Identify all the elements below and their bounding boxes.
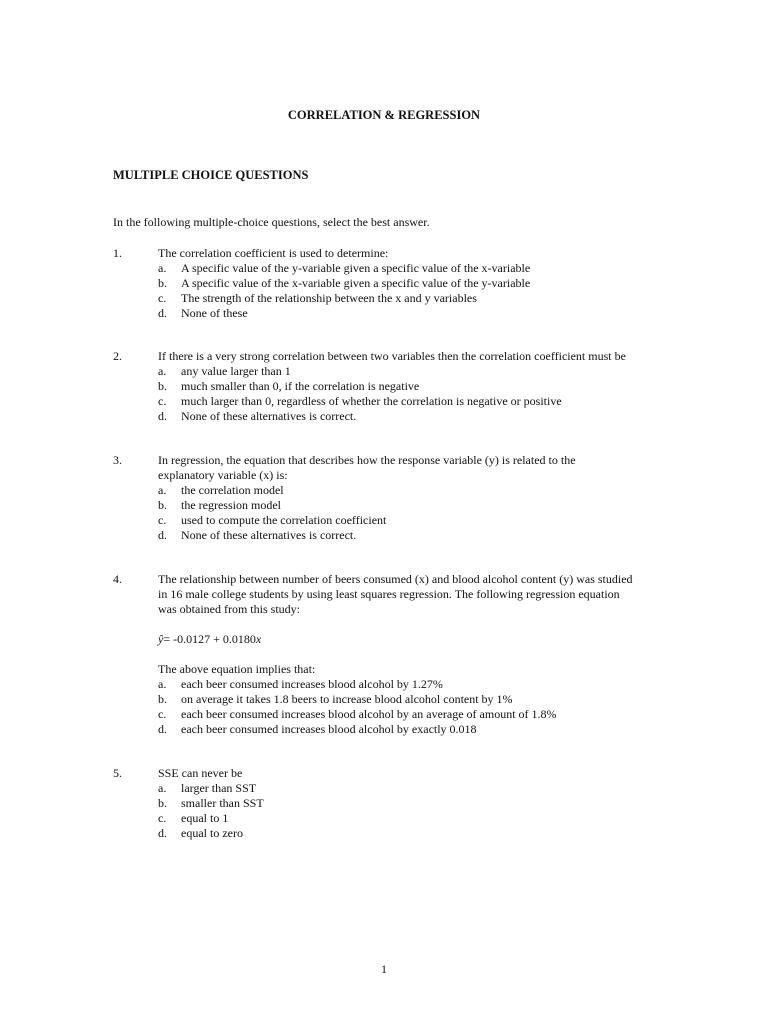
option-letter: c. [158,707,167,721]
option-c [158,291,653,306]
option-letter: b. [158,498,167,512]
option-c [158,513,653,528]
question-stem: explanatory variable (x) is: [158,468,288,482]
option-b [158,796,653,811]
option-text: larger than SST [181,781,257,795]
option-c [158,811,653,826]
option-a [158,781,653,796]
option-d [158,306,653,321]
option-text: smaller than SST [181,796,264,810]
option-letter: a. [158,677,167,691]
option-text: much smaller than 0, if the correlation is negative [181,379,420,393]
option-c [158,707,653,722]
option-letter: c. [158,811,167,825]
equation-variable: x [255,632,262,646]
option-letter: b. [158,276,167,290]
document-title: CORRELATION & REGRESSION [287,108,481,122]
option-letter: d. [158,409,167,423]
option-text: the correlation model [181,483,284,497]
option-a [158,261,653,276]
question-number: 4. [113,572,122,586]
option-d [158,528,653,543]
option-text: None of these [181,306,248,320]
option-letter: c. [158,394,167,408]
option-letter: d. [158,826,167,840]
option-d [158,826,653,841]
option-a [158,677,653,692]
regression-equation [158,632,653,647]
option-letter: d. [158,306,167,320]
option-letter: c. [158,291,167,305]
option-letter: d. [158,722,167,736]
question-lead-in: The above equation implies that: [158,662,316,676]
option-c [158,394,653,409]
equation-lhs: ŷ [158,632,164,646]
option-text: None of these alternatives is correct. [181,528,357,542]
option-text: A specific value of the y-variable given a specific value of the x-variable [181,261,531,275]
instructions-text: In the following multiple-choice questions, select the best answer. [113,215,430,229]
equation-rhs: = -0.0127 + 0.0180 [163,632,256,646]
question-number: 1. [113,246,122,260]
question-stem: If there is a very strong correlation between two variables then the correlation coefficient must be [158,349,626,363]
question-stem: In regression, the equation that describes how the response variable (y) is related to the [158,453,576,467]
option-letter: b. [158,796,167,810]
option-b [158,498,653,513]
option-text: each beer consumed increases blood alcohol by exactly 0.018 [181,722,477,736]
option-text: equal to 1 [181,811,229,825]
option-letter: a. [158,483,167,497]
option-text: None of these alternatives is correct. [181,409,357,423]
option-letter: b. [158,692,167,706]
question-number: 2. [113,349,122,363]
option-letter: b. [158,379,167,393]
option-letter: d. [158,528,167,542]
page-number: 1 [381,962,387,976]
option-b [158,379,653,394]
question-stem: SSE can never be [158,766,243,780]
section-heading: MULTIPLE CHOICE QUESTIONS [113,168,309,182]
option-letter: a. [158,364,167,378]
option-a [158,364,653,379]
option-text: much larger than 0, regardless of whether the correlation is negative or positive [181,394,562,408]
option-text: any value larger than 1 [181,364,291,378]
question-1 [113,246,653,321]
question-3 [113,453,653,543]
question-stem: was obtained from this study: [158,602,300,616]
option-letter: c. [158,513,167,527]
option-text: each beer consumed increases blood alcohol by 1.27% [181,677,443,691]
question-2 [113,349,653,424]
question-4 [113,572,653,737]
option-text: used to compute the correlation coefficient [181,513,387,527]
option-text: on average it takes 1.8 beers to increase blood alcohol content by 1% [181,692,513,706]
option-text: A specific value of the x-variable given a specific value of the y-variable [181,276,531,290]
option-d [158,722,653,737]
option-b [158,692,653,707]
option-text: The strength of the relationship between the x and y variables [181,291,477,305]
option-text: each beer consumed increases blood alcohol by an average of amount of 1.8% [181,707,557,721]
question-stem: in 16 male college students by using least squares regression. The following regression equation [158,587,620,601]
option-b [158,276,653,291]
option-text: the regression model [181,498,281,512]
question-number: 5. [113,766,122,780]
question-stem: The relationship between number of beers consumed (x) and blood alcohol content (y) was studied [158,572,633,586]
question-stem: The correlation coefficient is used to determine: [158,246,389,260]
option-text: equal to zero [181,826,243,840]
question-5 [113,766,653,841]
option-d [158,409,653,424]
option-a [158,483,653,498]
question-number: 3. [113,453,122,467]
option-letter: a. [158,781,167,795]
option-letter: a. [158,261,167,275]
